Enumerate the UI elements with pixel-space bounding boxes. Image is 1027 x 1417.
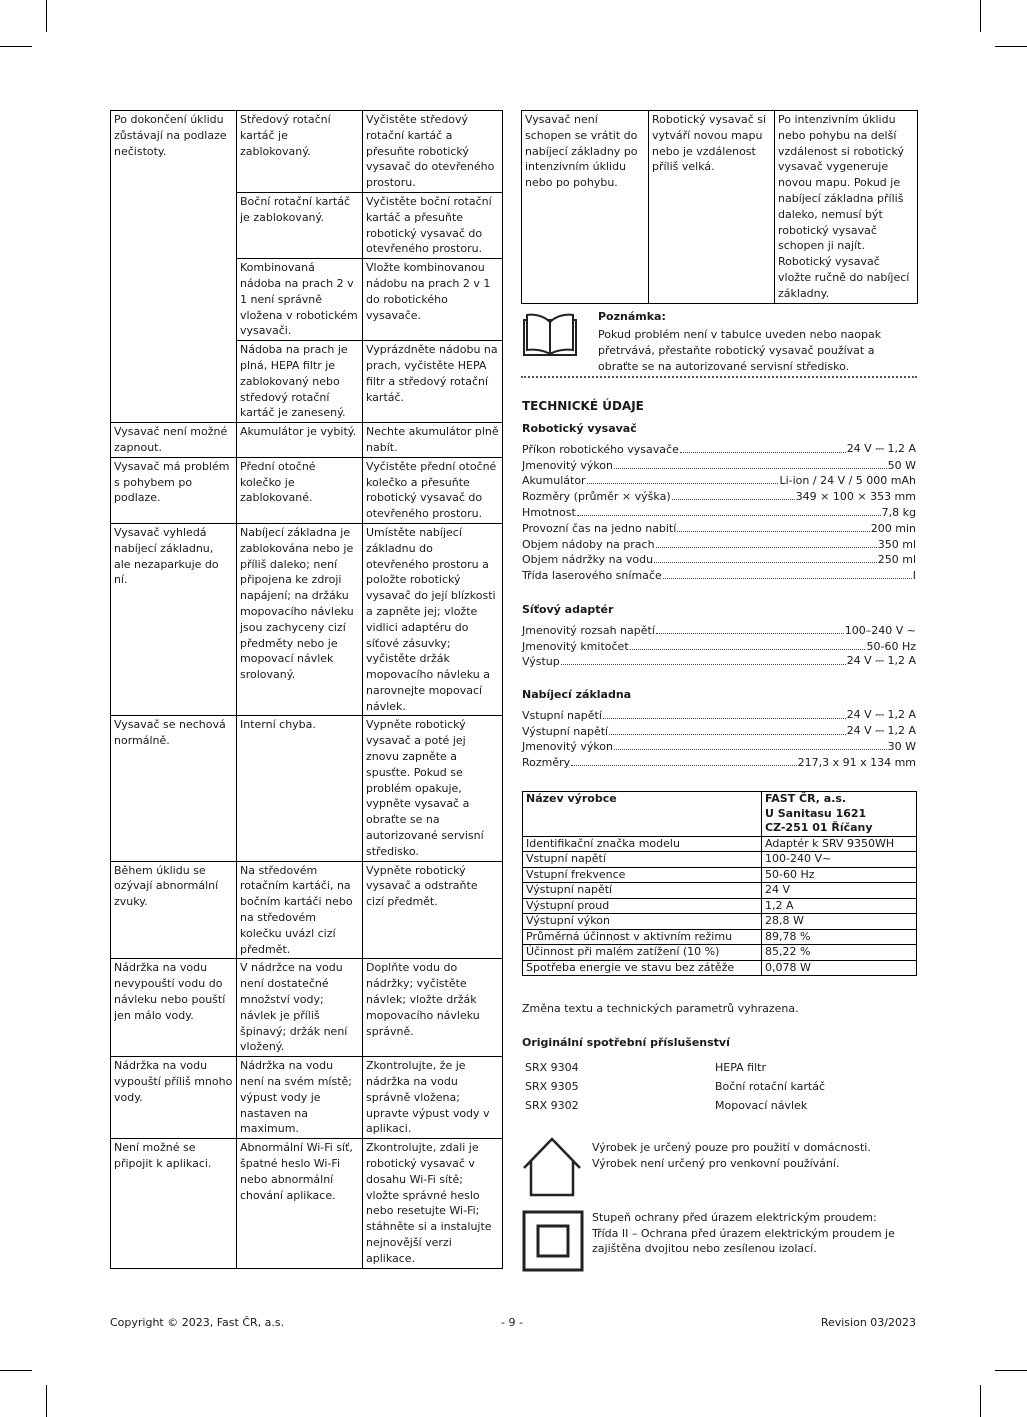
row-value: 89,78 % (762, 929, 917, 945)
spec-row (522, 535, 916, 551)
robot-spec-list (522, 440, 916, 582)
solution-cell: Zkontrolujte, že je nádržka na vodu správně vložena; upravte výpust vody v aplikaci. (363, 1057, 503, 1139)
table-row (111, 523, 503, 716)
problem-cell: Vysavač není možné zapnout. (111, 423, 237, 458)
problem-cell: Během úklidu se ozývají abnormální zvuky. (111, 861, 237, 959)
row-label: Průměrná účinnost v aktivním režimu (523, 929, 762, 945)
spec-label: Třída laserového snímače (522, 569, 662, 583)
list-item (522, 1099, 916, 1118)
spec-value: 217,3 x 91 x 134 mm (797, 756, 916, 770)
spec-label: Jmenovitý výkon (522, 740, 614, 754)
solution-cell: Nechte akumulátor plně nabít. (363, 423, 503, 458)
solution-cell: Umístěte nabíjecí základnu do otevřeného prostoru a položte robotický vysavač do její blízkosti a zapněte jej; vložte vidlici adaptéru do síťové zásuvky; vyčistěte držák mopovacího návleku a narovnejte mopovací návlek. (363, 523, 503, 716)
dot-leader (677, 531, 869, 532)
cause-cell: Robotický vysavač si vytváří novou mapu nebo je vzdálenost příliš velká. (649, 111, 775, 304)
house-icon (522, 1136, 582, 1198)
spec-row (522, 653, 916, 669)
spec-label: Výstupní napětí (522, 724, 609, 738)
dot-leader (577, 515, 881, 516)
spec-label: Akumulátor (522, 474, 586, 488)
spec-value: 50 W (887, 458, 916, 472)
table-row (523, 929, 917, 945)
spec-row (522, 753, 916, 769)
row-value: 100-240 V~ (762, 852, 917, 868)
crop-mark (0, 1370, 32, 1371)
dot-leader (561, 664, 846, 665)
solution-cell: Po intenzivním úklidu nebo pohybu na delší vzdálenost si robotický vysavač vygeneruje novou mapu. Pokud je nabíjecí základna příliš daleko, nemusí být robotický vysavač schopen ji najít. Robotický vysavač vložte ručně do nabíjecí základny. (775, 111, 918, 304)
problem-cell: Vysavač není schopen se vrátit do nabíjecí základny po intenzivním úklidu nebo po pohybu. (522, 111, 649, 304)
robot-section-title: Robotický vysavač (522, 422, 637, 435)
solution-cell: Zkontrolujte, zdali je robotický vysavač v dosahu Wi-Fi sítě; vložte správné heslo nebo resetujte Wi-Fi; stáhněte si a instalujte nejnovější verzi aplikace. (363, 1139, 503, 1268)
spec-label: Výstup (522, 655, 560, 669)
solution-cell: Doplňte vodu do nádržky; vyčistěte návlek; vložte držák mopovacího návleku správně. (363, 959, 503, 1057)
table-row (523, 883, 917, 899)
crop-mark (995, 46, 1027, 47)
note-title: Poznámka: (598, 310, 666, 323)
solution-cell: Vyčistěte středový rotační kartáč a přesuňte robotický vysavač do otevřeného prostoru. (363, 111, 503, 193)
base-spec-list (522, 706, 916, 769)
solution-cell: Vyčistěte boční rotační kartáč a přesuňte robotický vysavač do otevřeného prostoru. (363, 192, 503, 258)
problem-cell: Po dokončení úklidu zůstávají na podlaze nečistoty. (111, 111, 237, 423)
troubleshooting-table (110, 110, 503, 1269)
spec-value: 349 × 100 × 353 mm (795, 490, 916, 504)
accessories-title: Originální spotřební příslušenství (522, 1036, 730, 1049)
manufacturer-address: FAST ČR, a.s. U Sanitasu 1621 CZ-251 01 Říčany (762, 792, 917, 837)
spec-value: 350 ml (877, 537, 916, 551)
solution-cell: Vyčistěte přední otočné kolečko a přesuňte robotický vysavač do otevřeného prostoru. (363, 457, 503, 523)
table-row (111, 861, 503, 959)
dot-leader (656, 547, 877, 548)
change-note: Změna textu a technických parametrů vyhrazena. (522, 1002, 799, 1015)
row-value: 0,078 W (762, 960, 917, 976)
row-label: Výstupní napětí (523, 883, 762, 899)
table-row (111, 1139, 503, 1268)
note-block (521, 310, 917, 373)
row-label: Identifikační značka modelu (523, 836, 762, 852)
table-row (523, 867, 917, 883)
row-label: Vstupní frekvence (523, 867, 762, 883)
dot-leader (654, 562, 877, 563)
row-label: Účinnost při malém zatížení (10 %) (523, 945, 762, 961)
spec-value: 30 W (887, 740, 916, 754)
problem-cell: Není možné se připojit k aplikaci. (111, 1139, 237, 1268)
row-value: Adaptér k SRV 9350WH (762, 836, 917, 852)
spec-row (522, 456, 916, 472)
spec-value: Li-ion / 24 V / 5 000 mAh (779, 474, 916, 488)
spec-value: 24 V ⎓ 1,2 A (846, 441, 916, 455)
spec-row (522, 637, 916, 653)
spec-value: 50-60 Hz (866, 639, 916, 653)
dot-leader (630, 649, 866, 650)
troubleshooting-table-continued (521, 110, 918, 304)
table-row (111, 1057, 503, 1139)
spec-row (522, 472, 916, 488)
list-item (522, 1080, 916, 1099)
spec-label: Rozměry (522, 756, 571, 770)
specs-title: TECHNICKÉ ÚDAJE (522, 399, 644, 413)
problem-cell: Nádržka na vodu vypouští příliš mnoho vody. (111, 1057, 237, 1139)
problem-cell: Nádržka na vodu nevypouští vodu do návleku nebo pouští jen málo vody. (111, 959, 237, 1057)
cause-cell: Středový rotační kartáč je zablokovaný. (237, 111, 363, 193)
cause-cell: Interní chyba. (237, 716, 363, 861)
manufacturer-label: Název výrobce (523, 792, 762, 837)
spec-row (522, 566, 916, 582)
spec-row (522, 706, 916, 722)
problem-cell: Vysavač má problém s pohybem po podlaze. (111, 457, 237, 523)
table-row (523, 914, 917, 930)
table-row (523, 852, 917, 868)
spec-row (522, 503, 916, 519)
accessory-code: SRX 9304 (525, 1061, 579, 1074)
spec-value: 24 V ⎓ 1,2 A (846, 707, 916, 721)
cause-cell: Boční rotační kartáč je zablokovaný. (237, 192, 363, 258)
spec-label: Objem nádoby na prach (522, 537, 655, 551)
spec-value: 100–240 V ~ (844, 623, 916, 637)
row-value: 1,2 A (762, 898, 917, 914)
book-icon (521, 310, 579, 358)
cause-cell: Nádoba na prach je plná, HEPA filtr je zablokovaný nebo středový rotační kartáč je zanesený. (237, 341, 363, 423)
table-row (522, 111, 918, 304)
table-row (111, 111, 503, 193)
row-label: Spotřeba energie ve stavu bez zátěže (523, 960, 762, 976)
crop-mark (980, 1385, 981, 1417)
footer-copyright: Copyright © 2023, Fast ČR, a.s. (110, 1316, 285, 1329)
dot-leader (614, 468, 887, 469)
dot-leader (663, 578, 912, 579)
list-item (522, 1061, 916, 1080)
crop-mark (980, 0, 981, 32)
spec-label: Provozní čas na jedno nabití (522, 521, 677, 535)
accessory-code: SRX 9305 (525, 1080, 579, 1093)
footer-page-number: - 9 - (501, 1316, 523, 1329)
problem-cell: Vysavač se nechová normálně. (111, 716, 237, 861)
accessories-list (522, 1061, 916, 1118)
row-value: 28,8 W (762, 914, 917, 930)
dotted-divider (521, 376, 917, 378)
cause-cell: Na středovém rotačním kartáči, na bočním kartáči nebo na středovém kolečku uvázl cizí předmět. (237, 861, 363, 959)
cause-cell: Přední otočné kolečko je zablokované. (237, 457, 363, 523)
spec-row (522, 722, 916, 738)
class-ii-insulation-icon (522, 1210, 584, 1272)
table-row (111, 457, 503, 523)
dot-leader (656, 633, 844, 634)
spec-value: 24 V ⎓ 1,2 A (846, 723, 916, 737)
dot-leader (614, 749, 887, 750)
spec-label: Vstupní napětí (522, 708, 602, 722)
cause-cell: Akumulátor je vybitý. (237, 423, 363, 458)
table-row (523, 836, 917, 852)
spec-label: Příkon robotického vysavače (522, 442, 679, 456)
dot-leader (571, 765, 796, 766)
adapter-spec-list (522, 621, 916, 668)
spec-value: 250 ml (877, 553, 916, 567)
spec-row (522, 519, 916, 535)
crop-mark (46, 1385, 47, 1417)
spec-row (522, 621, 916, 637)
spec-label: Rozměry (průměr × výška) (522, 490, 671, 504)
dot-leader (603, 718, 846, 719)
row-value: 24 V (762, 883, 917, 899)
household-note: Výrobek je určený pouze pro použití v domácnosti. Výrobek není určený pro venkovní používání. (592, 1141, 871, 1170)
problem-cell: Vysavač vyhledá nabíjecí základnu, ale nezaparkuje do ní. (111, 523, 237, 716)
cause-cell: Nabíjecí základna je zablokována nebo je příliš daleko; není připojena ke zdroji napájení; na držáku mopovacího návleku jsou zachyceny cizí předměty nebo je mopovací návlek srolovaný. (237, 523, 363, 716)
table-row (523, 898, 917, 914)
class-ii-note: Stupeň ochrany před úrazem elektrickým proudem: Třída II – Ochrana před úrazem elektrickým proudem je zajištěna dvojitou nebo zesílenou izolací. (592, 1211, 895, 1255)
row-value: 85,22 % (762, 945, 917, 961)
cause-cell: V nádržce na vodu není dostatečné množství vody; návlek je příliš špinavý; držák není vložený. (237, 959, 363, 1057)
spec-label: Jmenovitý kmitočet (522, 639, 629, 653)
row-label: Vstupní napětí (523, 852, 762, 868)
solution-cell: Vypněte robotický vysavač a poté jej znovu zapněte a spusťte. Pokud se problém opakuje, vypněte vysavač a obraťte se na autorizované servisní středisko. (363, 716, 503, 861)
note-text: Pokud problém není v tabulce uveden nebo naopak přetrvává, přestaňte robotický vysavač používat a obraťte se na autorizované servisní středisko. (598, 328, 882, 373)
table-row (111, 423, 503, 458)
table-row (111, 959, 503, 1057)
table-row (111, 716, 503, 861)
crop-mark (995, 1370, 1027, 1371)
solution-cell: Vypněte robotický vysavač a odstraňte cizí předmět. (363, 861, 503, 959)
cause-cell: Kombinovaná nádoba na prach 2 v 1 není správně vložena v robotickém vysavači. (237, 259, 363, 341)
spec-row (522, 551, 916, 567)
dot-leader (587, 483, 779, 484)
dot-leader (672, 499, 795, 500)
spec-row (522, 440, 916, 456)
row-label: Výstupní proud (523, 898, 762, 914)
adapter-section-title: Síťový adaptér (522, 603, 614, 616)
crop-mark (46, 0, 47, 32)
accessory-name: Mopovací návlek (715, 1099, 808, 1112)
spec-value: I (912, 569, 916, 583)
spec-row (522, 487, 916, 503)
spec-value: 24 V ⎓ 1,2 A (846, 654, 916, 668)
accessory-name: Boční rotační kartáč (715, 1080, 826, 1093)
solution-cell: Vložte kombinovanou nádobu na prach 2 v 1 do robotického vysavače. (363, 259, 503, 341)
cause-cell: Abnormální Wi-Fi síť, špatné heslo Wi-Fi nebo abnormální chování aplikace. (237, 1139, 363, 1268)
spec-row (522, 738, 916, 754)
spec-value: 7,8 kg (881, 505, 916, 519)
spec-value: 200 min (870, 521, 916, 535)
table-row (523, 960, 917, 976)
accessory-code: SRX 9302 (525, 1099, 579, 1112)
dot-leader (680, 452, 846, 453)
footer-revision: Revision 03/2023 (820, 1316, 916, 1329)
spec-label: Objem nádržky na vodu (522, 553, 654, 567)
accessory-name: HEPA filtr (715, 1061, 766, 1074)
spec-label: Hmotnost (522, 505, 576, 519)
dot-leader (609, 734, 846, 735)
row-value: 50-60 Hz (762, 867, 917, 883)
table-row (523, 945, 917, 961)
table-header-row (523, 792, 917, 837)
solution-cell: Vyprázdněte nádobu na prach, vyčistěte HEPA filtr a středový rotační kartáč. (363, 341, 503, 423)
spec-label: Jmenovitý rozsah napětí (522, 623, 655, 637)
crop-mark (0, 46, 32, 47)
manufacturer-table (522, 791, 917, 976)
cause-cell: Nádržka na vodu není na svém místě; výpust vody je nastaven na maximum. (237, 1057, 363, 1139)
spec-label: Jmenovitý výkon (522, 458, 614, 472)
row-label: Výstupní výkon (523, 914, 762, 930)
base-section-title: Nabíjecí základna (522, 688, 632, 701)
